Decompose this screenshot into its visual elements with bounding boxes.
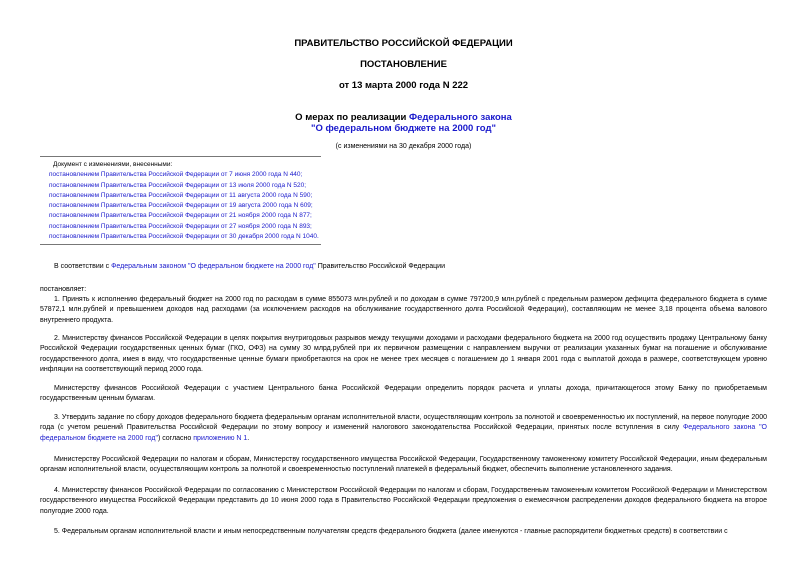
preamble-after: Правительство Российской Федерации (315, 263, 445, 270)
amendment-note: (с изменениями на 30 декабря 2000 года) (335, 143, 472, 150)
paragraph-2 (40, 334, 767, 376)
preamble-before: В соответствии с (54, 263, 112, 270)
paragraph-1 (40, 295, 767, 326)
amendment-link-877[interactable]: постановлением Правительства Российской Федерации от 21 ноября 2000 года N 877; (49, 212, 312, 220)
changes-block (40, 160, 319, 242)
changes-caption: Документ с изменениями, внесенными: (53, 161, 173, 168)
paragraph-3-law-link[interactable]: Федерального закона "О федеральном бюджете на 2000 год" (40, 424, 767, 442)
paragraph-3 (40, 413, 767, 444)
appendix-1-link[interactable]: приложению N 1 (193, 434, 248, 442)
document-title (0, 112, 807, 123)
resolves-line: постановляет: (40, 286, 87, 293)
paragraph-2b (40, 384, 767, 405)
government-heading: ПРАВИТЕЛЬСТВО РОССИЙСКОЙ ФЕДЕРАЦИИ (294, 38, 513, 49)
amendment-link-1040[interactable]: постановлением Правительства Российской Федерации от 30 декабря 2000 года N 1040. (49, 233, 319, 241)
top-divider (40, 156, 321, 157)
paragraph-3-text: 3. Утвердить задание по сбору доходов федерального бюджета федеральным органам исполнительной власти, осуществляющим контроль за полнотой и своевременностью их поступлений, на первое полугодие 2000 года (с учетом решений Правительства Российской Федерации по этому вопросу и изменений налогового законодательства Российской Федерации, принятых после вступления в силу (40, 414, 767, 432)
paragraph-3-text-3: . (247, 434, 250, 442)
amendment-link-520[interactable]: постановлением Правительства Российской Федерации от 13 июля 2000 года N 520; (49, 181, 307, 189)
paragraph-1-text: 1. Принять к исполнению федеральный бюджет на 2000 год по расходам в сумме 855073 млн.рублей и по доходам в сумме 797200,9 млн.рублей с предельным размером дефицита федерального бюджета в сумме 57872,1 млн.рублей и превышением доходов над расходами (за исключением расходов на обслуживание государственного долга Российской Федерации), составляющим не менее 3,18 процента объема валового внутреннего продукта. (40, 296, 767, 324)
paragraph-3b (40, 455, 767, 476)
amendment-link-893[interactable]: постановлением Правительства Российской Федерации от 27 ноября 2000 года N 893; (49, 222, 312, 230)
paragraph-2-text: 2. Министерству финансов Российской Федерации в целях покрытия внутригодовых разрывов между текущими доходами и расходами федерального бюджета на 2000 год осуществить продажу Центральному банку Российской Федерации государственных ценных бумаг (ГКО, ОФЗ) на сумму 30 млрд.рублей при их первичном размещении с направлением выручки от реализации указанных бумаг на погашение и обслуживание государственного долга, имея в виду, что государственные ценные бумаги приобретаются на срок не менее трех месяцев с погашением до 1 января 2001 года с выплатой дохода в размере, соответствующем уровню инфляции на соответствующий период 2000 года. (40, 335, 767, 374)
paragraph-2b-text: Министерству финансов Российской Федерации с участием Центрального банка Российской Федерации определить порядок расчета и уплаты дохода, причитающегося этому Банку по приобретаемым государственным ценным бумагам. (40, 385, 767, 403)
paragraph-4 (40, 486, 767, 517)
amendment-link-590[interactable]: постановлением Правительства Российской Федерации от 11 августа 2000 года N 590; (49, 191, 313, 199)
paragraph-5 (40, 527, 767, 537)
bottom-divider (40, 244, 321, 245)
preamble (40, 262, 767, 272)
document-type-heading: ПОСТАНОВЛЕНИЕ (360, 59, 447, 70)
federal-law-link[interactable]: Федерального закона (409, 112, 512, 123)
paragraph-3-text-2: ) согласно (157, 434, 194, 442)
title-prefix: О мерах по реализации (295, 112, 409, 123)
amendment-link-440[interactable]: постановлением Правительства Российской Федерации от 7 июня 2000 года N 440; (49, 171, 303, 179)
budget-law-title-link[interactable]: "О федеральном бюджете на 2000 год" (310, 123, 497, 134)
paragraph-3b-text: Министерству Российской Федерации по налогам и сборам, Министерству государственного имущества Российской Федерации, Государственному таможенному комитету Российской Федерации, иным федеральным органам исполнительной власти, осуществляющим контроль за полнотой и своевременностью поступлений платежей в федеральный бюджет, обеспечить выполнение установленного задания. (40, 456, 767, 474)
document-date-number: от 13 марта 2000 года N 222 (338, 80, 469, 91)
amendment-link-609[interactable]: постановлением Правительства Российской Федерации от 19 августа 2000 года N 609; (49, 202, 313, 210)
document-title-line2 (0, 123, 807, 134)
paragraph-5-text: 5. Федеральным органам исполнительной власти и иным непосредственным получателям средств федерального бюджета (далее именуются - главные распорядители бюджетных средств) в соответствии с (54, 528, 728, 535)
paragraph-4-text: 4. Министерству финансов Российской Федерации по согласованию с Министерством Российской Федерации по налогам и сборам, Государственным таможенным комитетом Российской Федерации и Министерством государственного имущества Российской Федерации представить до 10 июня 2000 года в Правительство Российской Федерации предложения о ежемесячном распределении доходов федерального бюджета на второе полугодие 2000 года. (40, 487, 767, 515)
preamble-law-link[interactable]: Федеральным законом "О федеральном бюджете на 2000 год" (111, 263, 316, 270)
